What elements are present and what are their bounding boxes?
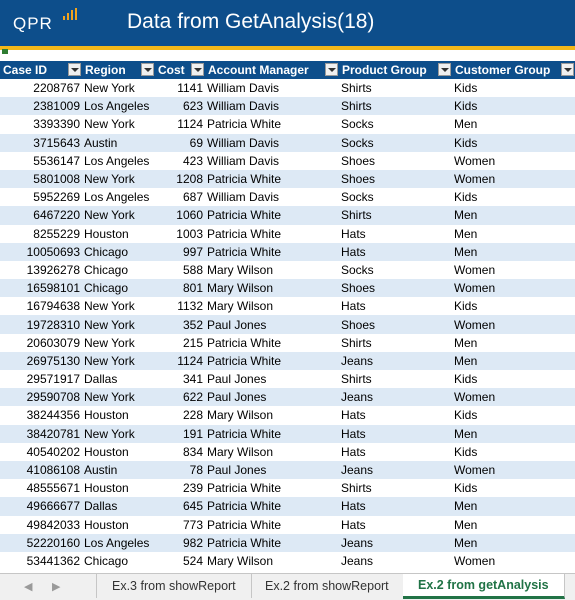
table-cell[interactable]: Shirts	[339, 370, 452, 388]
table-cell[interactable]: Mary Wilson	[205, 297, 339, 315]
table-cell[interactable]: Kids	[452, 370, 575, 388]
data-table-container	[0, 61, 575, 573]
table-cell[interactable]: 1060	[155, 206, 205, 224]
table-cell[interactable]: 49666677	[0, 497, 82, 515]
table-row	[0, 134, 575, 152]
selection-corner-icon	[2, 49, 8, 54]
table-cell[interactable]: Shirts	[339, 334, 452, 352]
sheet-tab-bar	[0, 573, 575, 600]
table-row	[0, 261, 575, 279]
table-cell[interactable]: Patricia White	[205, 170, 339, 188]
table-cell[interactable]: Los Angeles	[82, 188, 155, 206]
table-cell[interactable]: New York	[82, 79, 155, 97]
table-cell[interactable]: Shirts	[339, 206, 452, 224]
table-cell[interactable]: William Davis	[205, 188, 339, 206]
table-cell[interactable]: Men	[452, 334, 575, 352]
table-cell[interactable]: Mary Wilson	[205, 406, 339, 424]
table-cell[interactable]: Kids	[452, 188, 575, 206]
table-cell[interactable]: Men	[452, 115, 575, 133]
table-cell[interactable]: 38420781	[0, 425, 82, 443]
table-cell[interactable]: Women	[452, 315, 575, 333]
table-row	[0, 552, 575, 570]
table-cell[interactable]: 29571917	[0, 370, 82, 388]
table-cell[interactable]: Kids	[452, 134, 575, 152]
table-cell[interactable]: Patricia White	[205, 352, 339, 370]
table-cell[interactable]: 5801008	[0, 170, 82, 188]
table-cell[interactable]: Women	[452, 552, 575, 570]
table-cell[interactable]: Patricia White	[205, 206, 339, 224]
table-cell[interactable]: 1124	[155, 115, 205, 133]
table-cell[interactable]: Chicago	[82, 243, 155, 261]
table-cell[interactable]: 982	[155, 534, 205, 552]
sheet-tab[interactable]: Ex.2 from showReport	[250, 574, 405, 598]
table-cell[interactable]: 5952269	[0, 188, 82, 206]
table-cell[interactable]: Paul Jones	[205, 315, 339, 333]
table-cell[interactable]: 3393390	[0, 115, 82, 133]
table-cell[interactable]: 687	[155, 188, 205, 206]
table-cell[interactable]: 13926278	[0, 261, 82, 279]
report-banner	[0, 0, 575, 46]
table-cell[interactable]: 2208767	[0, 79, 82, 97]
table-cell[interactable]: 5536147	[0, 152, 82, 170]
table-cell[interactable]: William Davis	[205, 97, 339, 115]
table-cell[interactable]: 341	[155, 370, 205, 388]
table-cell[interactable]: 49842033	[0, 516, 82, 534]
table-cell[interactable]: William Davis	[205, 152, 339, 170]
table-cell[interactable]: 228	[155, 406, 205, 424]
table-cell[interactable]: Kids	[452, 97, 575, 115]
header-case-id: Case ID	[0, 61, 82, 79]
table-cell[interactable]: 6467220	[0, 206, 82, 224]
table-cell[interactable]: New York	[82, 352, 155, 370]
table-cell[interactable]: Men	[452, 534, 575, 552]
table-cell[interactable]: 623	[155, 97, 205, 115]
table-cell[interactable]: Los Angeles	[82, 152, 155, 170]
table-row	[0, 352, 575, 370]
table-cell[interactable]: Houston	[82, 225, 155, 243]
table-cell[interactable]: Chicago	[82, 552, 155, 570]
table-cell[interactable]: Houston	[82, 516, 155, 534]
table-cell[interactable]: Patricia White	[205, 479, 339, 497]
table-cell[interactable]: Socks	[339, 261, 452, 279]
table-cell[interactable]: Hats	[339, 443, 452, 461]
filter-dropdown-icon[interactable]	[561, 63, 574, 76]
table-cell[interactable]: Paul Jones	[205, 388, 339, 406]
table-row	[0, 170, 575, 188]
table-cell[interactable]: 588	[155, 261, 205, 279]
table-cell[interactable]: Shoes	[339, 152, 452, 170]
table-cell[interactable]: William Davis	[205, 134, 339, 152]
table-cell[interactable]: Kids	[452, 406, 575, 424]
table-cell[interactable]: Patricia White	[205, 516, 339, 534]
table-cell[interactable]: New York	[82, 115, 155, 133]
header-customer-group: Customer Group	[452, 61, 575, 79]
table-cell[interactable]: 26975130	[0, 352, 82, 370]
table-cell[interactable]: Shirts	[339, 97, 452, 115]
table-cell[interactable]: 215	[155, 334, 205, 352]
page-title: Data from GetAnalysis(18)	[127, 10, 375, 33]
table-cell[interactable]: Dallas	[82, 497, 155, 515]
table-cell[interactable]: Kids	[452, 79, 575, 97]
table-cell[interactable]: Women	[452, 461, 575, 479]
table-row	[0, 315, 575, 333]
table-row	[0, 279, 575, 297]
filter-dropdown-icon[interactable]	[141, 63, 154, 76]
table-cell[interactable]: Shirts	[339, 79, 452, 97]
table-cell[interactable]: 16794638	[0, 297, 82, 315]
table-row	[0, 461, 575, 479]
table-cell[interactable]: 801	[155, 279, 205, 297]
table-row	[0, 370, 575, 388]
data-table	[0, 61, 575, 570]
table-cell[interactable]: Hats	[339, 243, 452, 261]
table-cell[interactable]: Hats	[339, 225, 452, 243]
table-cell[interactable]: Paul Jones	[205, 461, 339, 479]
table-cell[interactable]: Jeans	[339, 552, 452, 570]
table-cell[interactable]: Houston	[82, 406, 155, 424]
table-cell[interactable]: Patricia White	[205, 534, 339, 552]
table-cell[interactable]: Women	[452, 388, 575, 406]
table-cell[interactable]: Mary Wilson	[205, 552, 339, 570]
table-cell[interactable]: Men	[452, 243, 575, 261]
table-cell[interactable]: New York	[82, 170, 155, 188]
table-row	[0, 334, 575, 352]
table-cell[interactable]: Women	[452, 261, 575, 279]
filter-dropdown-icon[interactable]	[68, 63, 81, 76]
table-row	[0, 516, 575, 534]
table-row	[0, 188, 575, 206]
table-cell[interactable]: Hats	[339, 425, 452, 443]
header-cost: Cost	[155, 61, 205, 79]
table-cell[interactable]: 19728310	[0, 315, 82, 333]
header-account-manager: Account Manager	[205, 61, 339, 79]
table-cell[interactable]: 191	[155, 425, 205, 443]
table-cell[interactable]: 1003	[155, 225, 205, 243]
scroll-left-icon[interactable]: ◀	[24, 581, 33, 593]
table-row	[0, 297, 575, 315]
table-cell[interactable]: Los Angeles	[82, 534, 155, 552]
logo-bars-icon	[63, 9, 77, 20]
table-cell[interactable]: 2381009	[0, 97, 82, 115]
table-row	[0, 97, 575, 115]
table-cell[interactable]: Jeans	[339, 461, 452, 479]
table-cell[interactable]: Austin	[82, 461, 155, 479]
table-row	[0, 388, 575, 406]
table-cell[interactable]: Men	[452, 352, 575, 370]
table-cell[interactable]: 622	[155, 388, 205, 406]
table-row	[0, 479, 575, 497]
table-row	[0, 115, 575, 133]
table-cell[interactable]: Houston	[82, 479, 155, 497]
table-cell[interactable]: Patricia White	[205, 425, 339, 443]
table-cell[interactable]: Hats	[339, 297, 452, 315]
table-cell[interactable]: 48555671	[0, 479, 82, 497]
table-cell[interactable]: Men	[452, 225, 575, 243]
table-row	[0, 225, 575, 243]
table-cell[interactable]: 16598101	[0, 279, 82, 297]
table-cell[interactable]: New York	[82, 388, 155, 406]
table-cell[interactable]: Patricia White	[205, 225, 339, 243]
table-cell[interactable]: 40540202	[0, 443, 82, 461]
table-cell[interactable]: 524	[155, 552, 205, 570]
table-cell[interactable]: Kids	[452, 297, 575, 315]
table-cell[interactable]: 352	[155, 315, 205, 333]
table-cell[interactable]: Women	[452, 170, 575, 188]
table-cell[interactable]: Kids	[452, 443, 575, 461]
table-row	[0, 152, 575, 170]
table-cell[interactable]: Patricia White	[205, 243, 339, 261]
table-cell[interactable]: Paul Jones	[205, 370, 339, 388]
sheet-tab-active[interactable]: Ex.2 from getAnalysis	[403, 574, 565, 599]
table-row	[0, 443, 575, 461]
table-cell[interactable]: 423	[155, 152, 205, 170]
table-cell[interactable]: Shoes	[339, 279, 452, 297]
table-row	[0, 79, 575, 97]
qpr-logo: QPR	[13, 14, 53, 33]
table-cell[interactable]: 645	[155, 497, 205, 515]
table-cell[interactable]: Socks	[339, 115, 452, 133]
table-cell[interactable]: Hats	[339, 516, 452, 534]
table-body	[0, 79, 575, 570]
filter-dropdown-icon[interactable]	[325, 63, 338, 76]
table-cell[interactable]: Women	[452, 279, 575, 297]
table-cell[interactable]: 3715643	[0, 134, 82, 152]
table-cell[interactable]: Chicago	[82, 279, 155, 297]
table-cell[interactable]: 8255229	[0, 225, 82, 243]
table-cell[interactable]: 1141	[155, 79, 205, 97]
table-cell[interactable]: Men	[452, 425, 575, 443]
table-cell[interactable]: Shirts	[339, 479, 452, 497]
table-cell[interactable]: 38244356	[0, 406, 82, 424]
table-row	[0, 406, 575, 424]
table-cell[interactable]: 41086108	[0, 461, 82, 479]
table-cell[interactable]: Men	[452, 516, 575, 534]
table-cell[interactable]: Socks	[339, 188, 452, 206]
table-cell[interactable]: 52220160	[0, 534, 82, 552]
table-cell[interactable]: New York	[82, 315, 155, 333]
table-cell[interactable]: Patricia White	[205, 497, 339, 515]
table-cell[interactable]: Women	[452, 152, 575, 170]
table-cell[interactable]: Patricia White	[205, 334, 339, 352]
table-cell[interactable]: William Davis	[205, 79, 339, 97]
table-cell[interactable]: Mary Wilson	[205, 279, 339, 297]
table-cell[interactable]: Men	[452, 497, 575, 515]
table-cell[interactable]: Men	[452, 206, 575, 224]
table-cell[interactable]: New York	[82, 206, 155, 224]
filter-dropdown-icon[interactable]	[191, 63, 204, 76]
table-row	[0, 243, 575, 261]
table-cell[interactable]: Chicago	[82, 261, 155, 279]
table-cell[interactable]: 53441362	[0, 552, 82, 570]
table-cell[interactable]: 773	[155, 516, 205, 534]
table-cell[interactable]: Patricia White	[205, 115, 339, 133]
table-cell[interactable]: Austin	[82, 134, 155, 152]
filter-dropdown-icon[interactable]	[438, 63, 451, 76]
table-cell[interactable]: Dallas	[82, 370, 155, 388]
table-cell[interactable]: 78	[155, 461, 205, 479]
scroll-right-icon[interactable]: ▶	[52, 581, 61, 593]
table-cell[interactable]: New York	[82, 334, 155, 352]
table-cell[interactable]: Los Angeles	[82, 97, 155, 115]
table-cell[interactable]: Socks	[339, 134, 452, 152]
table-cell[interactable]: Houston	[82, 443, 155, 461]
table-cell[interactable]: 1124	[155, 352, 205, 370]
table-cell[interactable]: 69	[155, 134, 205, 152]
table-row	[0, 206, 575, 224]
sheet-tab[interactable]: Ex.3 from showReport	[96, 574, 252, 598]
table-cell[interactable]: Jeans	[339, 388, 452, 406]
table-cell[interactable]: Mary Wilson	[205, 443, 339, 461]
table-cell[interactable]: 1132	[155, 297, 205, 315]
table-row	[0, 497, 575, 515]
table-cell[interactable]: New York	[82, 297, 155, 315]
table-cell[interactable]: 997	[155, 243, 205, 261]
table-row	[0, 534, 575, 552]
header-region: Region	[82, 61, 155, 79]
table-cell[interactable]: Shoes	[339, 170, 452, 188]
table-cell[interactable]: 29590708	[0, 388, 82, 406]
table-cell[interactable]: 20603079	[0, 334, 82, 352]
table-row	[0, 425, 575, 443]
table-cell[interactable]: Hats	[339, 497, 452, 515]
table-cell[interactable]: Jeans	[339, 534, 452, 552]
table-cell[interactable]: 834	[155, 443, 205, 461]
table-cell[interactable]: Hats	[339, 406, 452, 424]
table-cell[interactable]: 239	[155, 479, 205, 497]
header-product-group: Product Group	[339, 61, 452, 79]
table-cell[interactable]: 1208	[155, 170, 205, 188]
table-cell[interactable]: 10050693	[0, 243, 82, 261]
table-cell[interactable]: Kids	[452, 479, 575, 497]
table-cell[interactable]: Mary Wilson	[205, 261, 339, 279]
table-cell[interactable]: New York	[82, 425, 155, 443]
table-cell[interactable]: Jeans	[339, 352, 452, 370]
table-cell[interactable]: Shoes	[339, 315, 452, 333]
